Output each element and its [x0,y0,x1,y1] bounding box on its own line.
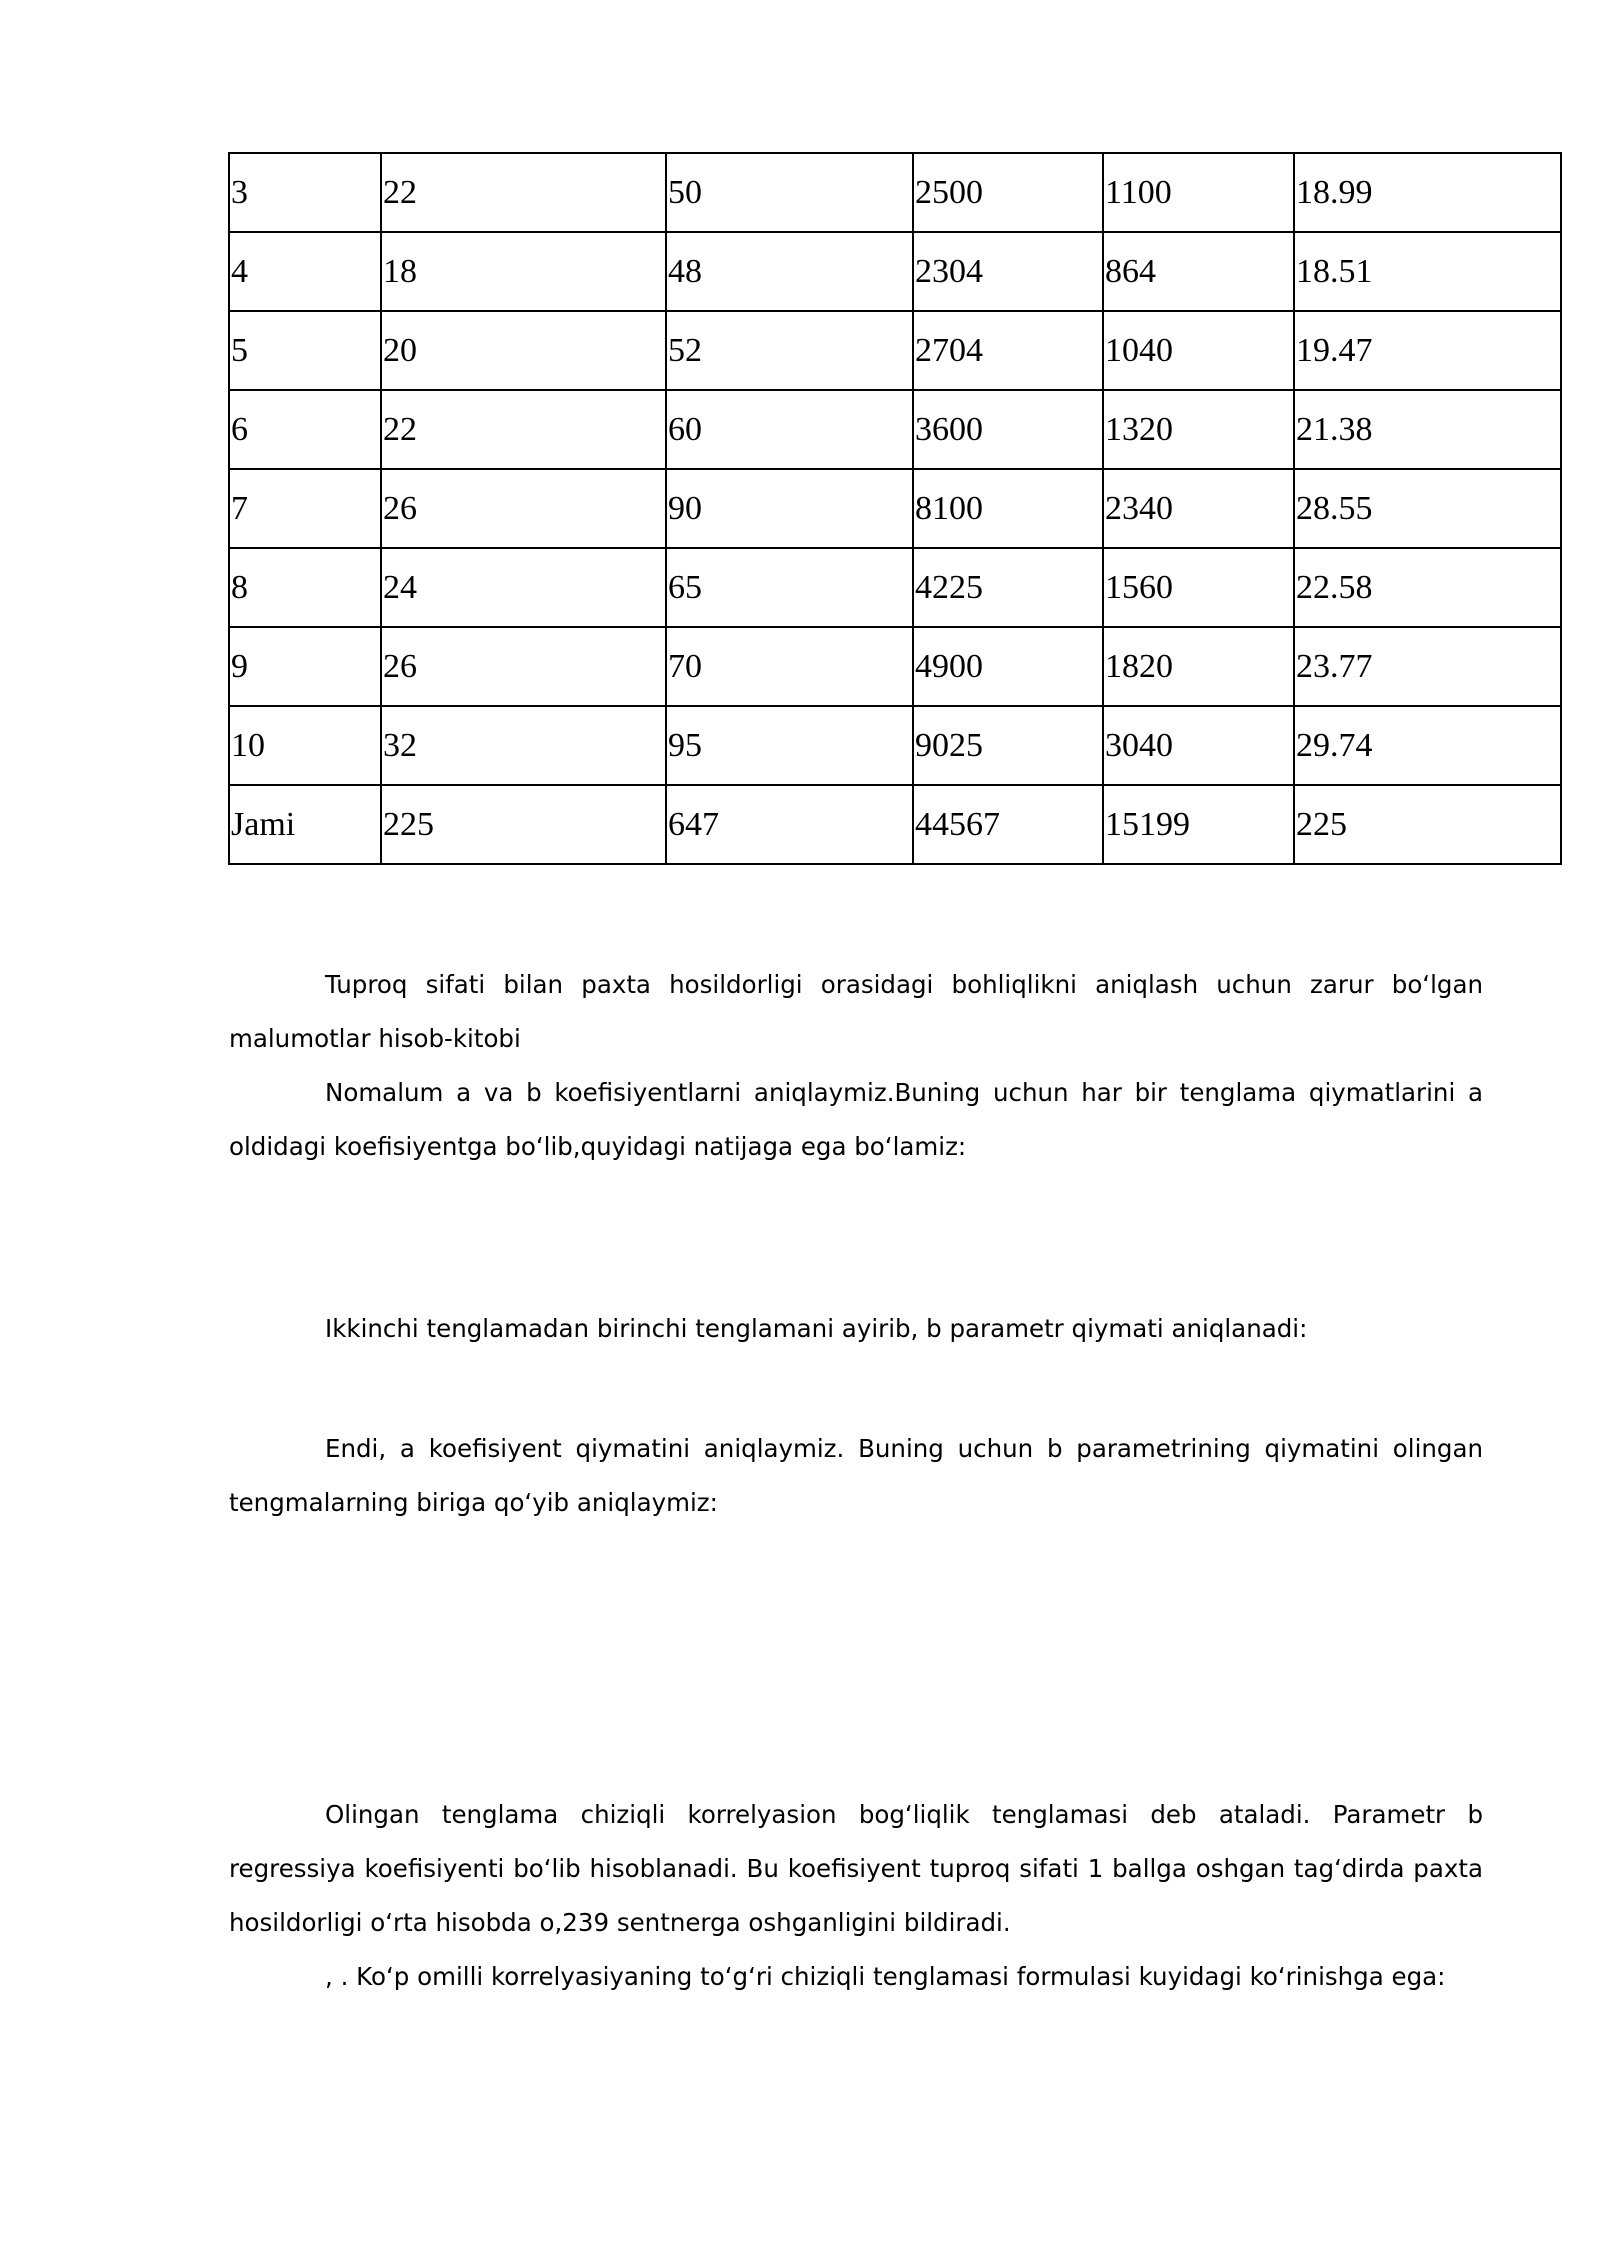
table-cell: 26 [381,469,666,548]
paragraph-regression-conclusion: Olingan tenglama chiziqli korrelyasion bogʻliqlik tenglamasi deb ataladi. Parametr b regressiya koefisiyenti boʻlib hisoblanadi. Bu koefisiyent tuproq sifati 1 ballga oshgan tagʻdirda paxta hosildorligi oʻrta hisobda o,239 sentnerga oshganligini bildiradi. [229,1800,1483,1937]
table-cell: 1320 [1103,390,1294,469]
table-cell: 20 [381,311,666,390]
table-cell: 95 [666,706,913,785]
table-cell: 26 [381,627,666,706]
table-cell: 10 [229,706,381,785]
table-row [229,232,1561,311]
table-cell: 1560 [1103,548,1294,627]
paragraph-b-parameter: Ikkinchi tenglamadan birinchi tenglamani ayirib, b parametr qiymati aniqlanadi: [325,1314,1308,1343]
table-cell: 48 [666,232,913,311]
table-cell: 647 [666,785,913,864]
table-cell: 1100 [1103,153,1294,232]
table-cell: 18.51 [1294,232,1561,311]
table-row [229,785,1561,864]
paragraph-group-3 [229,1422,1483,1530]
table-cell: 3600 [913,390,1103,469]
table-cell: 29.74 [1294,706,1561,785]
table-cell: 225 [381,785,666,864]
table-row [229,706,1561,785]
table-cell: 22 [381,153,666,232]
table-cell: 4900 [913,627,1103,706]
table-cell: 2304 [913,232,1103,311]
table-cell: 65 [666,548,913,627]
table-cell: 3040 [1103,706,1294,785]
table-cell: 44567 [913,785,1103,864]
table-cell: 15199 [1103,785,1294,864]
table-cell: 8 [229,548,381,627]
table-cell: 24 [381,548,666,627]
paragraph-a-coefficient: Endi, a koefisiyent qiymatini aniqlaymiz. Buning uchun b parametrining qiymatini olingan tengmalarning biriga qoʻyib aniqlaymiz: [229,1434,1483,1517]
table-body [229,153,1561,864]
table-cell: 90 [666,469,913,548]
paragraph-coefficients-intro: Nomalum a va b koefisiyentlarni aniqlaymiz.Buning uchun har bir tenglama qiymatlarini a oldidagi koefisiyentga boʻlib,quyidagi natijaga ega boʻlamiz: [229,1078,1483,1161]
table-cell: 1040 [1103,311,1294,390]
table-cell: 1820 [1103,627,1294,706]
table-cell: 52 [666,311,913,390]
paragraph-group-2 [229,1302,1483,1356]
table-cell: 5 [229,311,381,390]
table-cell: 7 [229,469,381,548]
paragraph-data-calculation: Tuproq sifati bilan paxta hosildorligi orasidagi bohliqlikni aniqlash uchun zarur boʻlgan malumotlar hisob-kitobi [229,970,1483,1053]
table-cell: 19.47 [1294,311,1561,390]
paragraph-multifactor-formula: , . Koʻp omilli korrelyasiyaning toʻgʻri chiziqli tenglamasi formulasi kuyidagi koʻrinishga ega: [325,1962,1446,1991]
table-cell: 2704 [913,311,1103,390]
table-cell: 4225 [913,548,1103,627]
table-row [229,311,1561,390]
table-cell: 23.77 [1294,627,1561,706]
table-cell: 4 [229,232,381,311]
table-row [229,390,1561,469]
table-cell: 32 [381,706,666,785]
table-cell: 2340 [1103,469,1294,548]
data-table [228,152,1562,865]
table-row [229,548,1561,627]
table-cell: 9 [229,627,381,706]
table-cell: 225 [1294,785,1561,864]
table-row [229,153,1561,232]
table-cell: 70 [666,627,913,706]
table-cell: 18 [381,232,666,311]
table-cell: 22 [381,390,666,469]
table-cell: 2500 [913,153,1103,232]
paragraph-group-4 [229,1788,1483,2004]
table-cell: 50 [666,153,913,232]
table-cell: 9025 [913,706,1103,785]
table-cell: 22.58 [1294,548,1561,627]
table-cell: 60 [666,390,913,469]
table-cell: 18.99 [1294,153,1561,232]
table-cell: Jami [229,785,381,864]
table-cell: 28.55 [1294,469,1561,548]
paragraph-group-1 [229,958,1483,1174]
table-row [229,627,1561,706]
table-cell: 8100 [913,469,1103,548]
table-row [229,469,1561,548]
table-cell: 21.38 [1294,390,1561,469]
table-cell: 6 [229,390,381,469]
table-cell: 864 [1103,232,1294,311]
table-cell: 3 [229,153,381,232]
